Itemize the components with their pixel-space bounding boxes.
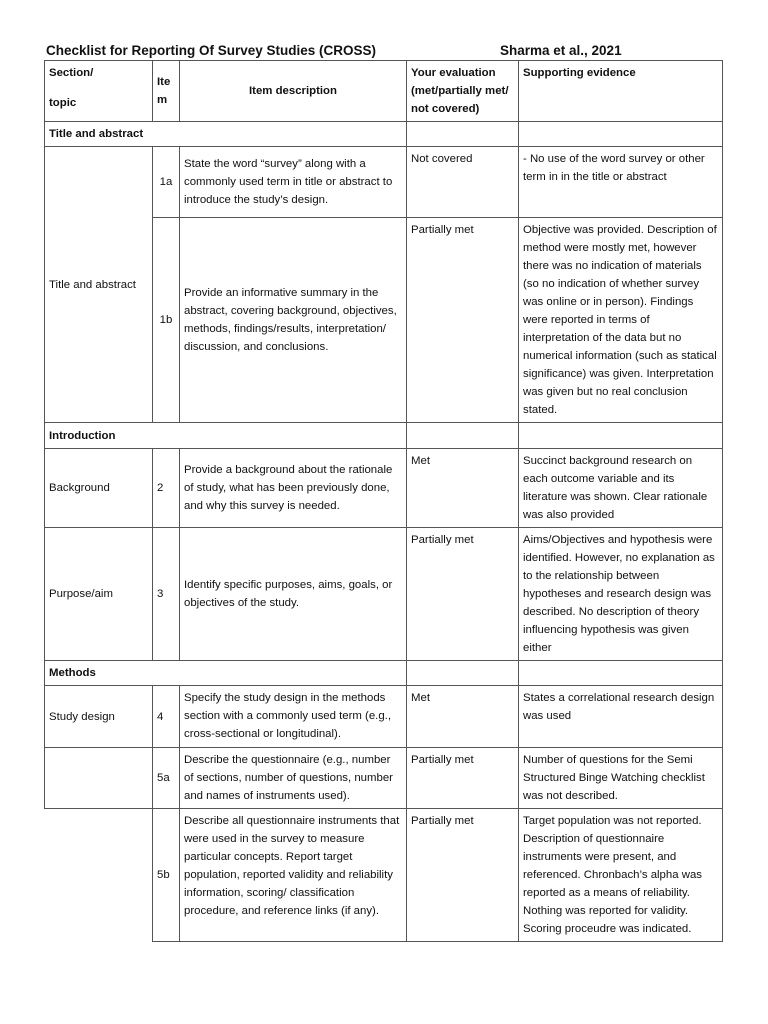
row-description: State the word “survey” along with a commonly used term in title or abstract to introduce the study’s design. bbox=[180, 147, 407, 218]
row-item: 3 bbox=[153, 528, 180, 661]
row-item: 5b bbox=[153, 809, 180, 942]
row-description: Identify specific purposes, aims, goals, or objectives of the study. bbox=[180, 528, 407, 661]
section-row bbox=[45, 122, 723, 147]
row-description: Describe all questionnaire instruments that were used in the survey to measure particular concepts. Report target population, reported validity and reliability information, scoring/ classification procedure, and reference links (if any). bbox=[180, 809, 407, 942]
row-evidence: - No use of the word survey or other term in in the title or abstract bbox=[519, 147, 723, 218]
row-topic: Study design bbox=[45, 686, 153, 748]
table-row bbox=[45, 528, 723, 661]
section-title: Title and abstract bbox=[45, 122, 407, 147]
header-section bbox=[45, 61, 153, 122]
section-title: Methods bbox=[45, 661, 407, 686]
section-title: Introduction bbox=[45, 423, 407, 449]
row-item: 1a bbox=[153, 147, 180, 218]
header-section-line2: topic bbox=[49, 97, 77, 109]
header-item: Ite m bbox=[153, 61, 180, 122]
page-title: Checklist for Reporting Of Survey Studies (CROSS) bbox=[46, 43, 377, 58]
row-topic bbox=[45, 809, 153, 942]
row-evidence: Number of questions for the Semi Structured Binge Watching checklist was not described. bbox=[519, 748, 723, 809]
citation: Sharma et al., 2021 bbox=[500, 43, 622, 58]
row-evidence: Objective was provided. Description of method were mostly met, however there was no indication of materials (so no indication of whether survey was online or in person). Findings were reported in terms of interpretation of the data but no numerical information (such as statical significance) was given. Interpretation was given but no real conclusion stated. bbox=[519, 218, 723, 423]
row-description: Specify the study design in the methods section with a commonly used term (e.g., cross-sectional or longitudinal). bbox=[180, 686, 407, 748]
row-evaluation: Not covered bbox=[407, 147, 519, 218]
header-evaluation: Your evaluation (met/partially met/ not covered) bbox=[407, 61, 519, 122]
section-row bbox=[45, 661, 723, 686]
row-evidence: Succinct background research on each outcome variable and its literature was shown. Clear rationale was also provided bbox=[519, 449, 723, 528]
section-row bbox=[45, 423, 723, 449]
empty-cell bbox=[407, 122, 519, 147]
row-evaluation: Partially met bbox=[407, 809, 519, 942]
row-evidence: Aims/Objectives and hypothesis were identified. However, no explanation as to the relationship between hypotheses and research design was described. No description of theory influencing hypothesis was given either bbox=[519, 528, 723, 661]
row-topic bbox=[45, 748, 153, 809]
table-row bbox=[45, 809, 723, 942]
checklist-table bbox=[44, 60, 723, 942]
row-description: Provide an informative summary in the abstract, covering background, objectives, methods, findings/results, interpretation/ discussion, and conclusions. bbox=[180, 218, 407, 423]
row-item: 1b bbox=[153, 218, 180, 423]
row-item: 2 bbox=[153, 449, 180, 528]
row-evaluation: Partially met bbox=[407, 748, 519, 809]
table-row bbox=[45, 686, 723, 748]
empty-cell bbox=[519, 423, 723, 449]
table-row bbox=[45, 147, 723, 218]
empty-cell bbox=[519, 122, 723, 147]
header-section-line1: Section/ bbox=[49, 67, 94, 79]
row-description: Describe the questionnaire (e.g., number of sections, number of questions, number and names of instruments used). bbox=[180, 748, 407, 809]
table-header-row bbox=[45, 61, 723, 122]
row-evaluation: Partially met bbox=[407, 218, 519, 423]
empty-cell bbox=[407, 661, 519, 686]
row-evidence: States a correlational research design was used bbox=[519, 686, 723, 748]
row-evidence: Target population was not reported. Description of questionnaire instruments were present, and referenced. Chronbach’s alpha was reported as a means of reliability. Nothing was reported for validity. Scoring proceudre was indicated. bbox=[519, 809, 723, 942]
header-description: Item description bbox=[180, 61, 407, 122]
row-item: 5a bbox=[153, 748, 180, 809]
row-evaluation: Partially met bbox=[407, 528, 519, 661]
empty-cell bbox=[519, 661, 723, 686]
empty-cell bbox=[407, 423, 519, 449]
row-description: Provide a background about the rationale of study, what has been previously done, and why this survey is needed. bbox=[180, 449, 407, 528]
row-topic: Title and abstract bbox=[45, 147, 153, 423]
row-evaluation: Met bbox=[407, 686, 519, 748]
row-topic: Background bbox=[45, 449, 153, 528]
row-topic: Purpose/aim bbox=[45, 528, 153, 661]
table-row bbox=[45, 748, 723, 809]
row-item: 4 bbox=[153, 686, 180, 748]
row-evaluation: Met bbox=[407, 449, 519, 528]
header-evidence: Supporting evidence bbox=[519, 61, 723, 122]
table-row bbox=[45, 449, 723, 528]
